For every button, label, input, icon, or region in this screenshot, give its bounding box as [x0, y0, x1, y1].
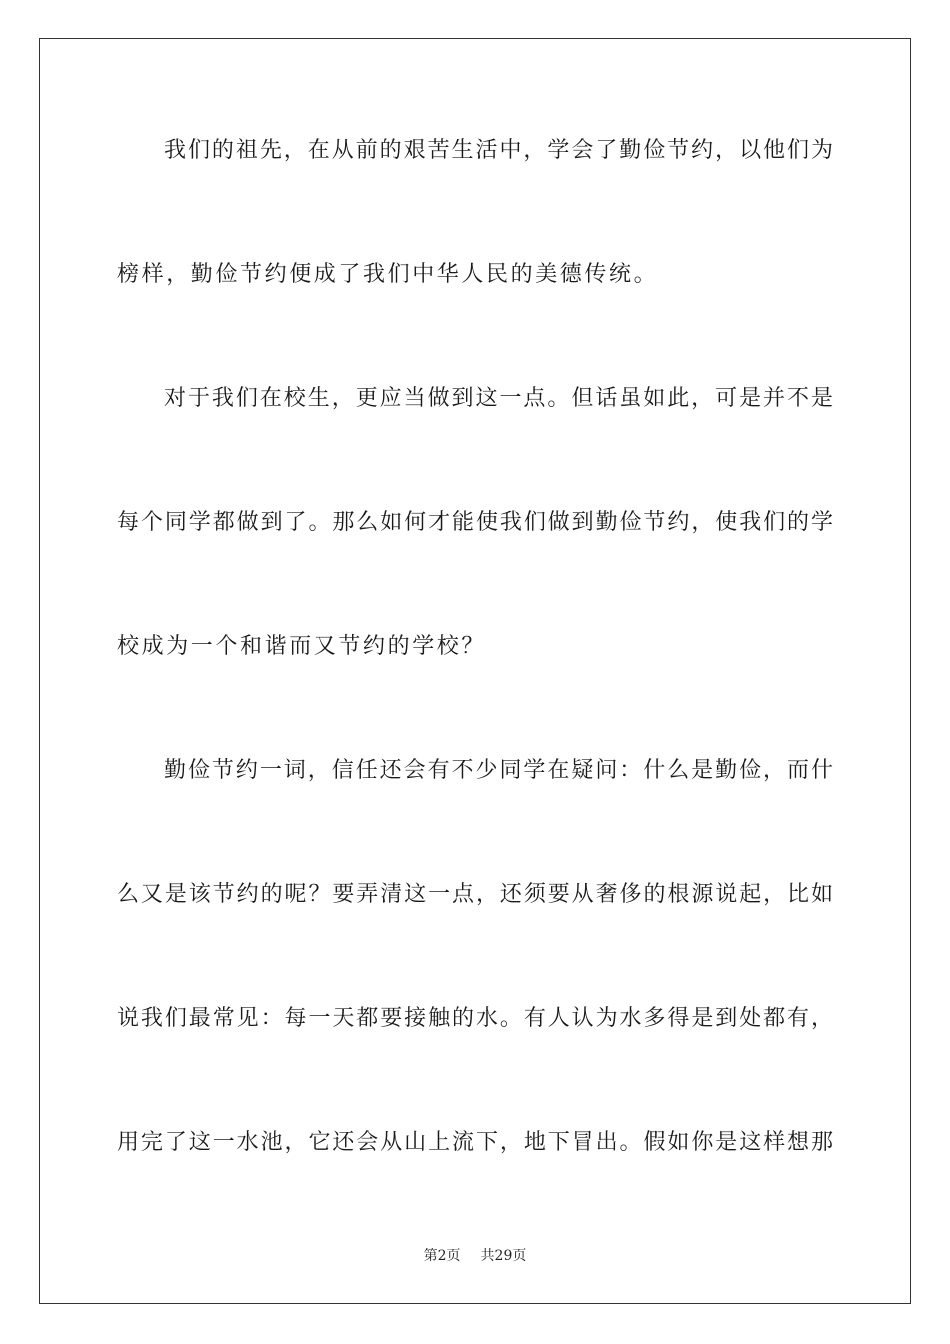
- paragraph-1-line-2: 榜样，勤俭节约便成了我们中华人民的美德传统。: [117, 262, 659, 287]
- page-footer: [0, 1247, 950, 1265]
- page-frame: [39, 38, 911, 1304]
- paragraph-1-line-1: 我们的祖先，在从前的艰苦生活中，学会了勤俭节约，以他们为: [164, 138, 833, 163]
- page-number: 第2页: [423, 1248, 461, 1264]
- paragraph-3-line-3: 说我们最常见：每一天都要接触的水。有人认为水多得是到处都有，: [117, 1006, 833, 1031]
- page-total: 共29页: [480, 1248, 527, 1264]
- paragraph-2-line-3: 校成为一个和谐而又节约的学校？: [117, 634, 487, 659]
- paragraph-3-line-1: 勤俭节约一词，信任还会有不少同学在疑问：什么是勤俭，而什: [164, 758, 833, 783]
- paragraph-3-line-4: 用完了这一水池，它还会从山上流下，地下冒出。假如你是这样想那: [117, 1130, 833, 1155]
- paragraph-3-line-2: 么又是该节约的呢？要弄清这一点，还须要从奢侈的根源说起，比如: [117, 882, 833, 907]
- paragraph-2-line-1: 对于我们在校生，更应当做到这一点。但话虽如此，可是并不是: [164, 386, 833, 411]
- paragraph-2-line-2: 每个同学都做到了。那么如何才能使我们做到勤俭节约，使我们的学: [117, 510, 833, 535]
